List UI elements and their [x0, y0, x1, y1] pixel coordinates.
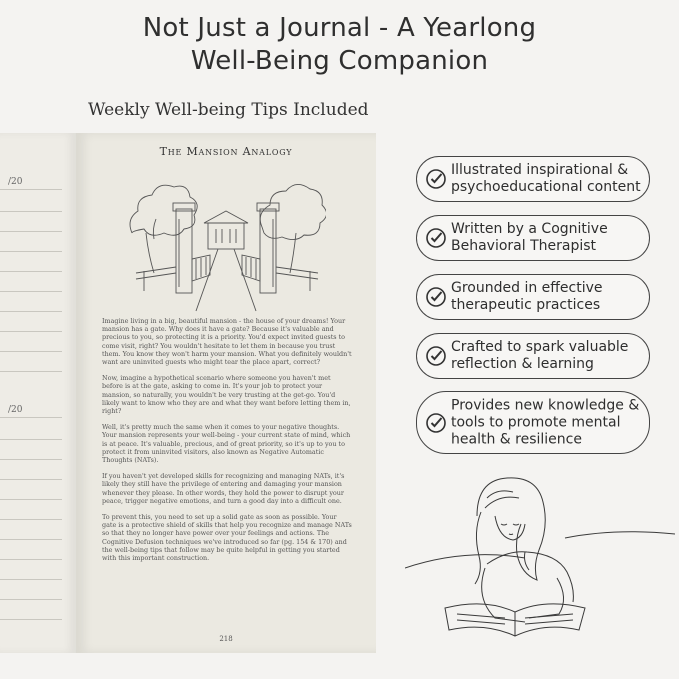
- ruled-line: [0, 211, 62, 212]
- feature-line: psychoeducational content: [451, 179, 641, 195]
- feature-line: Written by a Cognitive: [451, 221, 608, 237]
- feature-line: Crafted to spark valuable: [451, 339, 629, 355]
- ruled-line: [0, 251, 62, 252]
- page-heading: The Mansion Analogy: [159, 145, 293, 158]
- ruled-line: [0, 479, 62, 480]
- title-line-1: Not Just a Journal - A Yearlong: [142, 13, 537, 43]
- feature-text: [451, 280, 641, 314]
- feature-line: tools to promote mental: [451, 414, 621, 430]
- feature-line: Grounded in effective: [451, 280, 603, 296]
- ruled-line: [0, 331, 62, 332]
- check-circle-icon: [425, 345, 447, 367]
- paragraph: To prevent this, you need to set up a solid gate as soon as possible. Your gate is a protective shield of skills that help you recognize and manage NATs so that they no longer have power over your feelings and actions. The Cognitive Defusion techniques we've introduced so far (pg. 154 & 170) and the well-being tips that follow may be quite helpful in getting you started with this important construction.: [102, 513, 352, 563]
- paragraph: Imagine living in a big, beautiful mansion - the house of your dreams! Your mansion has a gate. Why does it have a gate? Because it's valuable and precious to you, so protecting it is a priority. You'd expect invited guests to come visit, right? You wouldn't hesitate to let them in because you trust them. You know they won't harm your mansion. What you definitely wouldn't want are uninvited guests who might tear the place apart, correct?: [102, 317, 352, 367]
- ruled-line: [0, 559, 62, 560]
- ruled-line: [0, 459, 62, 460]
- ruled-line: [0, 519, 62, 520]
- check-circle-icon: [425, 227, 447, 249]
- check-circle-icon: [425, 412, 447, 434]
- feature-pill: [416, 391, 650, 454]
- ruled-line: [0, 579, 62, 580]
- ruled-line: [0, 371, 62, 372]
- feature-text: [451, 221, 641, 255]
- woman-reading-book-illustration: [405, 468, 675, 648]
- paragraph: Well, it's pretty much the same when it comes to your negative thoughts. Your mansion represents your well-being - your current state of mind, which is at peace. It's valuable, precious, and of great priority, so it's up to you to protect it from uninvited visitors, also known as Negative Automatic Thoughts (NATs).: [102, 423, 351, 465]
- feature-text: [451, 397, 641, 448]
- ruled-line: [0, 417, 62, 418]
- feature-line: reflection & learning: [451, 356, 594, 372]
- journal-right-page: [76, 133, 376, 653]
- paragraph: Now, imagine a hypothetical scenario where someone you haven't met before is at the gate, asking to come in. It's your job to protect your mansion, so naturally, you wouldn't be very trusting at the get-go. You'd likely want to know who they are and what they want before letting them in, right?: [102, 374, 351, 416]
- mansion-gate-illustration: [126, 163, 326, 313]
- feature-text: [451, 339, 641, 373]
- subtitle: Weekly Well-being Tips Included: [88, 100, 369, 120]
- date-label: /20: [8, 177, 23, 187]
- page-number: 218: [219, 635, 233, 643]
- ruled-line: [0, 351, 62, 352]
- paragraph: If you haven't yet developed skills for recognizing and managing NATs, it's likely they still have the privilege of entering and damaging your mansion whenever they please. In other words, they hold the power to disrupt your peace, trigger negative emotions, and turn a good day into a difficult one.: [102, 472, 345, 505]
- ruled-line: [0, 231, 62, 232]
- title-line-2: Well-Being Companion: [190, 46, 489, 76]
- feature-pill: [416, 333, 650, 379]
- ruled-line: [0, 271, 62, 272]
- journal-left-page: [0, 133, 76, 653]
- feature-text: [451, 162, 641, 196]
- ruled-line: [0, 311, 62, 312]
- ruled-line: [0, 189, 62, 190]
- ruled-line: [0, 499, 62, 500]
- feature-pill: [416, 215, 650, 261]
- feature-line: therapeutic practices: [451, 297, 601, 313]
- page-title: [0, 12, 679, 78]
- ruled-line: [0, 291, 62, 292]
- feature-line: Illustrated inspirational &: [451, 162, 629, 178]
- ruled-line: [0, 439, 62, 440]
- feature-pill: [416, 156, 650, 202]
- ruled-line: [0, 539, 62, 540]
- check-circle-icon: [425, 286, 447, 308]
- date-label: /20: [8, 405, 23, 415]
- feature-line: Behavioral Therapist: [451, 238, 597, 254]
- ruled-line: [0, 599, 62, 600]
- ruled-line: [0, 619, 62, 620]
- page-body-text: [102, 317, 352, 570]
- feature-line: health & resilience: [451, 431, 582, 447]
- feature-pill: [416, 274, 650, 320]
- feature-line: Provides new knowledge &: [451, 397, 640, 413]
- check-circle-icon: [425, 168, 447, 190]
